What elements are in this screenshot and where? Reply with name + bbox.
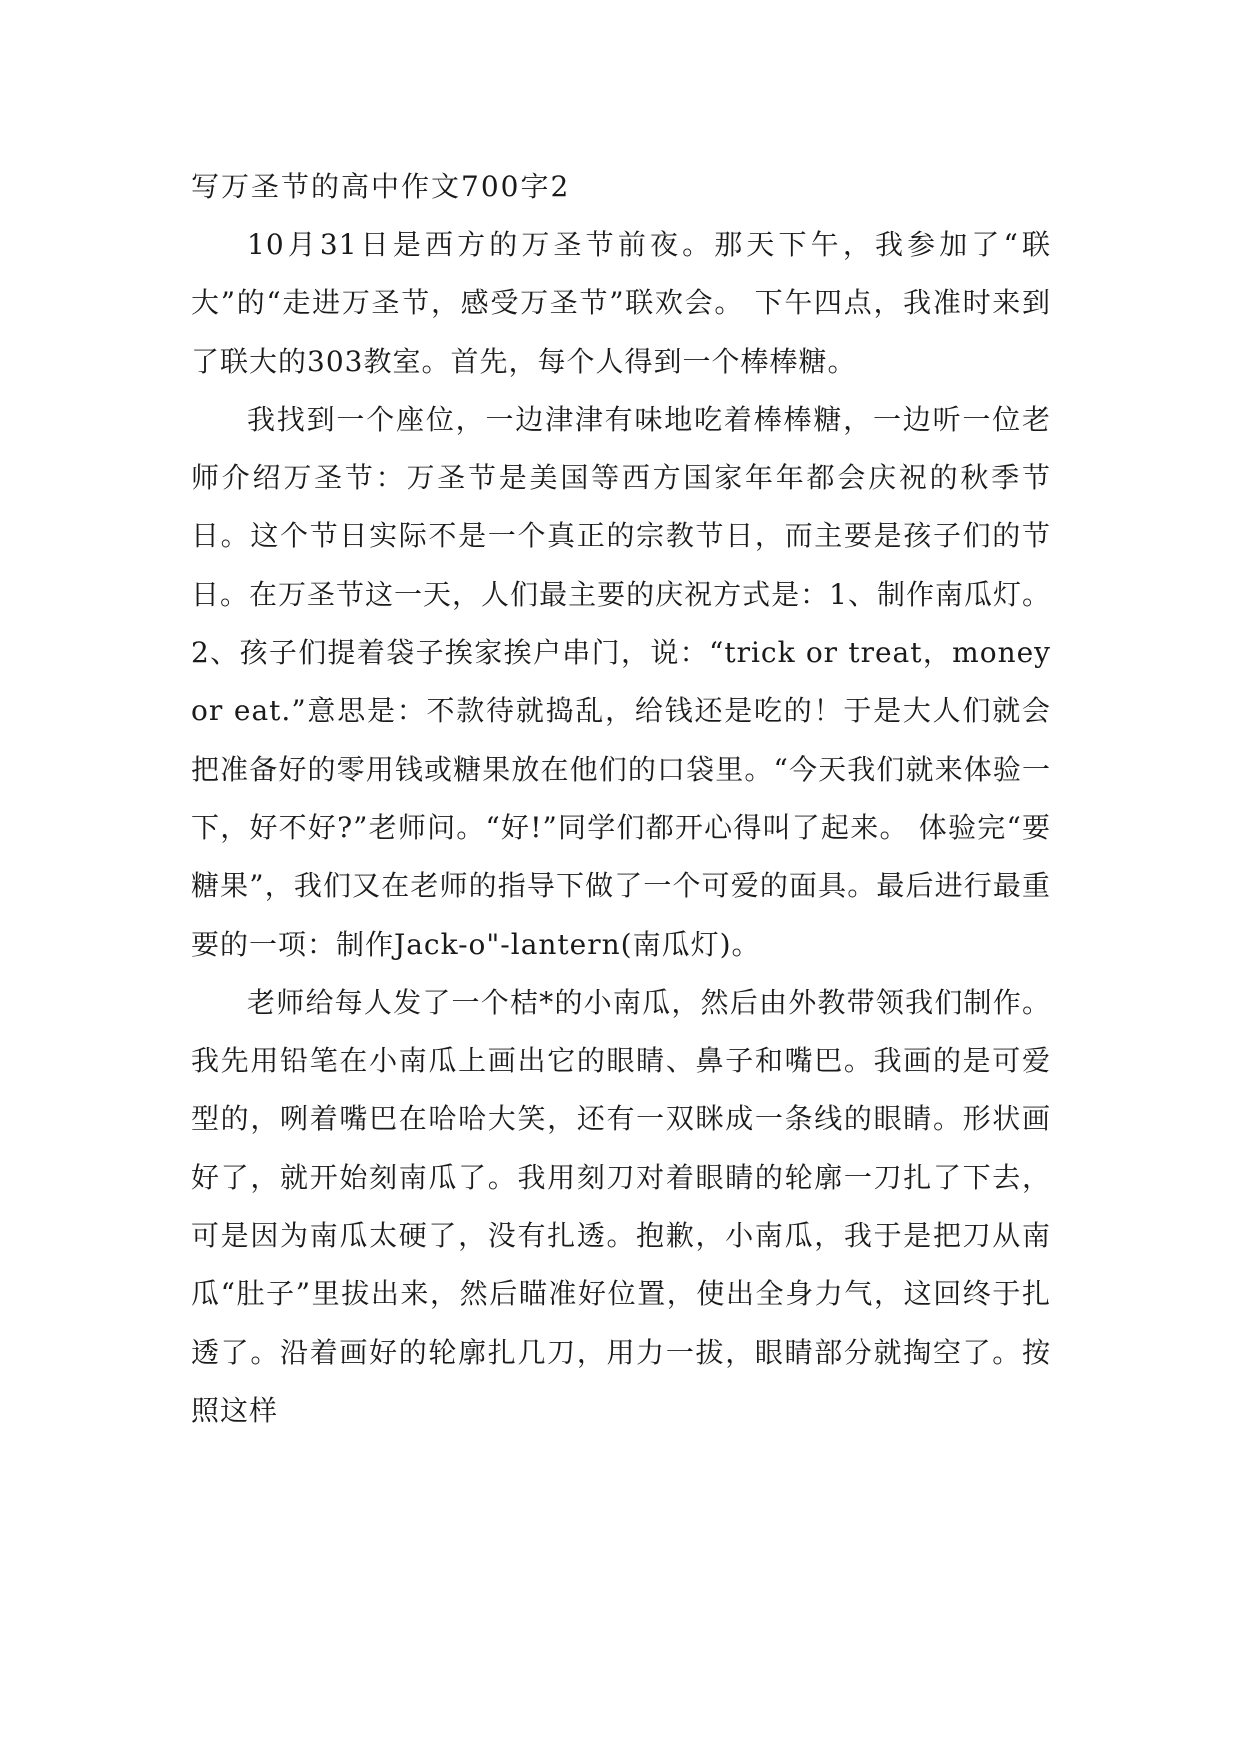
paragraph-2: 我找到一个座位，一边津津有味地吃着棒棒糖，一边听一位老师介绍万圣节：万圣节是美国等西方国家年年都会庆祝的秋季节日。这个节日实际不是一个真正的宗教节日，而主要是孩子们的节日。在万圣节这一天，人们最主要的庆祝方式是：1、制作南瓜灯。2、孩子们提着袋子挨家挨户串门，说：“trick or treat，money or eat.”意思是：不款待就捣乱，给钱还是吃的！于是大人们就会把准备好的零用钱或糖果放在他们的口袋里。“今天我们就来体验一下，好不好?”老师问。“好!”同学们都开心得叫了起来。 体验完“要糖果”，我们又在老师的指导下做了一个可爱的面具。最后进行最重要的一项：制作Jack-o"-lantern(南瓜灯)。 (191, 402, 1051, 961)
paragraph-3: 老师给每人发了一个桔*的小南瓜，然后由外教带领我们制作。 我先用铅笔在小南瓜上画出它的眼睛、鼻子和嘴巴。我画的是可爱型的，咧着嘴巴在哈哈大笑，还有一双眯成一条线的眼睛。形状画好了，就开始刻南瓜了。我用刻刀对着眼睛的轮廓一刀扎了下去，可是因为南瓜太硬了，没有扎透。抱歉，小南瓜，我于是把刀从南瓜“肚子”里拔出来，然后瞄准好位置，使出全身力气，这回终于扎透了。沿着画好的轮廓扎几刀，用力一拔，眼睛部分就掏空了。按照这样 (191, 985, 1051, 1427)
document-title: 写万圣节的高中作文700字2 (191, 170, 571, 203)
paragraph-1: 10月31日是西方的万圣节前夜。那天下午，我参加了“联大”的“走进万圣节，感受万圣节”联欢会。 下午四点，我准时来到了联大的303教室。首先，每个人得到一个棒棒糖。 (191, 228, 1051, 378)
document-page (191, 158, 1051, 1440)
